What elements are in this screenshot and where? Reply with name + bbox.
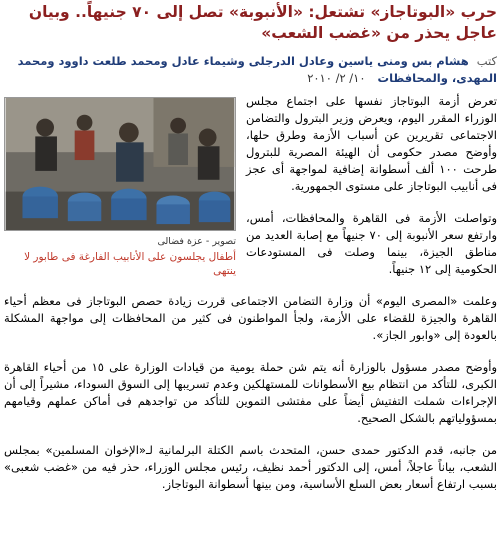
photo-credit: تصوير - عزة فضالى (157, 236, 236, 247)
byline-label: كتب (476, 54, 497, 68)
byline-authors[interactable]: هشام بس ومنى ياسين وعادل الدرجلى وشيماء عادل ومحمد طلعت داوود ومحمد المهدى، والمحافظات (17, 54, 497, 85)
article-body (4, 93, 497, 493)
article-byline (4, 53, 497, 87)
article-photo (4, 97, 236, 231)
article-paragraph-4: وأوضح مصدر مسؤول بالوزارة أنه يتم شن حملة يومية من قيادات الوزارة على ١٥ من أحياء القاهرة الكبرى، للتأكد من انتظام بيع الأسطوانات للمستهلكين وعدم تسريبها إلى السوق السوداء، مشيراً إلى أن الإجراءات شملت التفتيش أيضاً على مفتشى التموين للتأكد من تواجدهم فى أماكن عملهم وقيامهم بمسؤولياتهم بالشكل الصحيح. (4, 360, 497, 425)
article-paragraph-2: وتواصلت الأزمة فى القاهرة والمحافظات، أمس، وارتفع سعر الأنبوبة إلى ٧٠ جنيهاً مع إصابة العديد من مناطق الجيزة، بينما وصلت فى المستودعات الحكومية إلى ١٢ جنيهاً. (246, 211, 497, 276)
photo-caption: أطفال يجلسون على الأنابيب الفارغة فى طابور لا ينتهى (24, 251, 236, 277)
article-date: ١٠/ ٢/ ٢٠١٠ (307, 71, 366, 85)
article-paragraph-3: وعلمت «المصرى اليوم» أن وزارة التضامن الاجتماعى قررت زيادة حصص البوتاجاز فى معظم أحياء القاهرة والجيزة للقضاء على الأزمة، ولجأ المواطنون فى كثير من المحافظات إلى مواجهة المشكلة بالعودة إلى «وابور الجاز». (4, 294, 497, 342)
article-paragraph-5: من جانبه، قدم الدكتور حمدى حسن، المتحدث باسم الكتلة البرلمانية لـ«الإخوان المسلمين» بمجلس الشعب، بياناً عاجلاً، أمس، إلى الدكتور أحمد نظيف، رئيس مجلس الوزراء، حذر فيه من «غضب شعبى» بسبب ارتفاع أسعار بعض السلع الأساسية، ومن بينها أسطوانة البوتاجاز. (4, 443, 497, 491)
article-headline: حرب «البوتاجاز» تشتعل: «الأنبوبة» تصل إلى ٧٠ جنيهاً.. وبيان عاجل يحذر من «غضب الشعب» (28, 3, 497, 42)
article-paragraph-1: تعرض أزمة البوتاجاز نفسها على اجتماع مجلس الوزراء المقرر اليوم، ويعرض وزير البترول والتضامن الاجتماعى تقريرين عن أسباب الأزمة وطرق حلها، وأوضح مصدر حكومى أن الهيئة المصرية للبترول طرحت ١٠٠ ألف أسطوانة إضافية لمواجهة أى عجز فى أنابيب البوتاجاز على مستوى الجمهورية. (246, 94, 497, 193)
article-figure (4, 97, 236, 278)
